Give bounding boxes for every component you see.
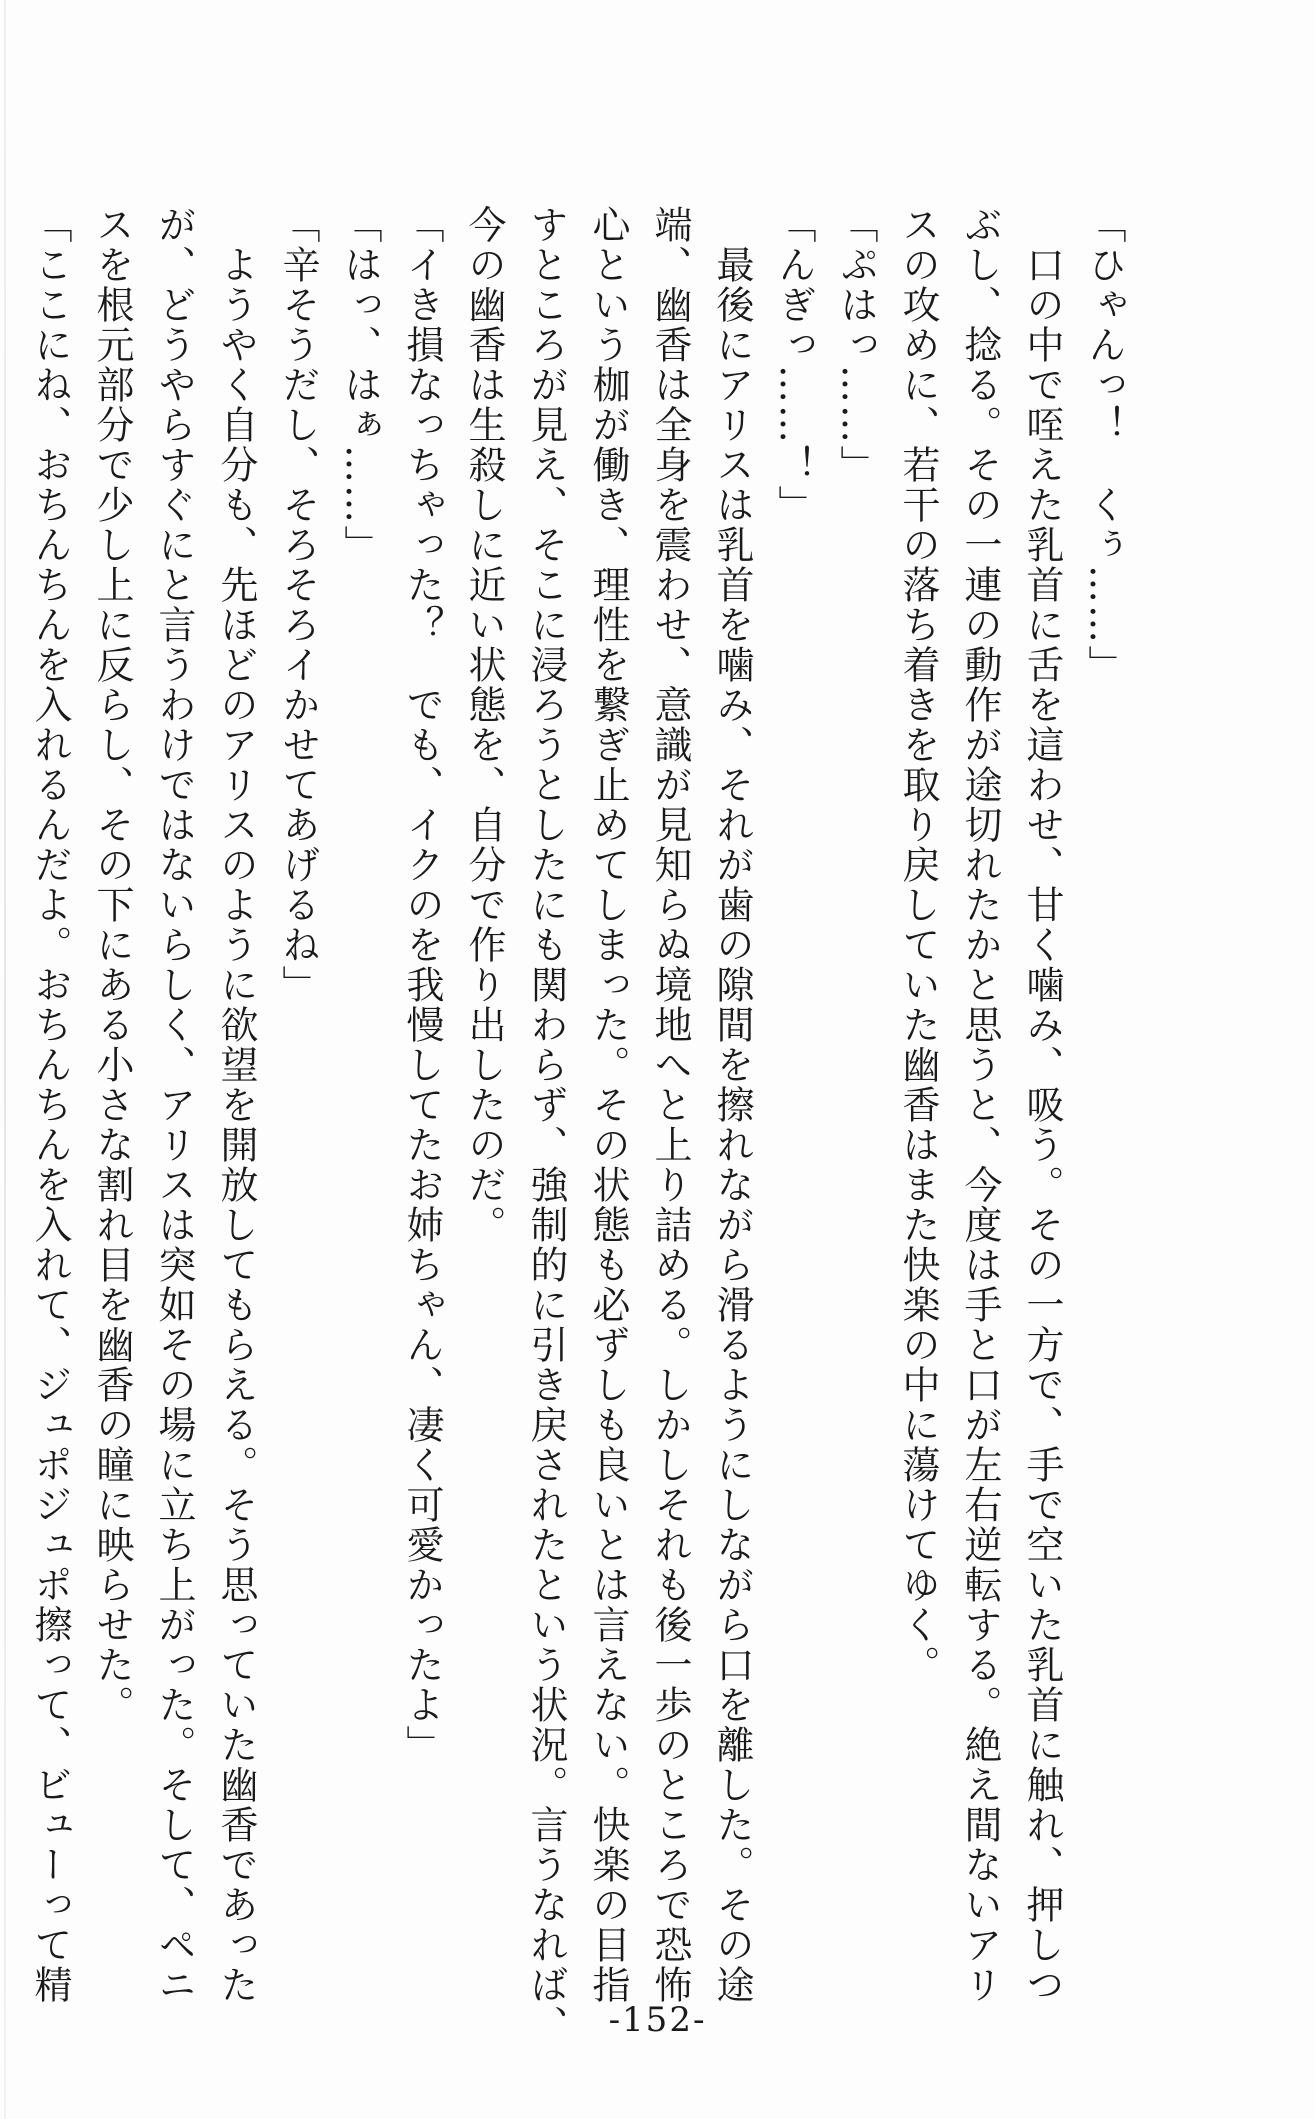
text-line: 「辛そうだし、そろそろイかせてあげるね」: [276, 205, 320, 1005]
text-line: スの攻めに、若干の落ち着きを取り戻していた幽香はまた快楽の中に蕩けてゆく。: [896, 205, 940, 1685]
text-line: が、どうやらすぐにと言うわけではないらしく、アリスは突如その場に立ち上がった。そして、ペニ: [152, 205, 196, 2005]
page-number: -152-: [608, 2000, 707, 2040]
text-line: スを根元部分で少し上に反らし、その下にある小さな割れ目を幽香の瞳に映らせた。: [90, 205, 134, 1725]
text-line: 「イき損なっちゃった？ でも、イクのを我慢してたお姉ちゃん、凄く可愛かったよ」: [400, 205, 444, 1765]
text-line: すところが見え、そこに浸ろうとしたにも関わらず、強制的に引き戻されたという状況。言うなれば、: [524, 205, 568, 2045]
text-line: 今の幽香は生殺しに近い状態を、自分で作り出したのだ。: [462, 205, 506, 1245]
text-line: 最後にアリスは乳首を噛み、それが歯の隙間を擦れながら滑るようにしながら口を離した。その途: [710, 205, 754, 2005]
text-line: 「ひゃんっ！ くぅ……」: [1082, 205, 1126, 685]
text-line: ぶし、捻る。その一連の動作が途切れたかと思うと、今度は手と口が左右逆転する。絶え間ないアリ: [958, 205, 1002, 2005]
text-line: 「ここにね、おちんちんを入れるんだよ。おちんちんを入れて、ジュポジュポ擦って、ビューって精: [28, 205, 72, 2005]
text-line: 心という枷が働き、理性を繋ぎ止めてしまった。その状態も必ずしも良いとは言えない。快楽の目指: [586, 205, 630, 2005]
text-line: ようやく自分も、先ほどのアリスのように欲望を開放してもらえる。そう思っていた幽香であった: [214, 205, 258, 2005]
text-line: 「はっ、はぁ……」: [338, 205, 382, 565]
text-line: 口の中で咥えた乳首に舌を這わせ、甘く噛み、吸う。その一方で、手で空いた乳首に触れ、押しつ: [1020, 205, 1064, 2005]
text-line: 「ぷはっ……」: [834, 205, 878, 485]
text-line: 端、幽香は全身を震わせ、意識が見知らぬ境地へと上り詰める。しかしそれも後一歩のところで恐怖: [648, 205, 692, 2005]
page-edge-shadow: [4, 0, 6, 2119]
text-line: 「んぎっ……！」: [772, 205, 816, 525]
